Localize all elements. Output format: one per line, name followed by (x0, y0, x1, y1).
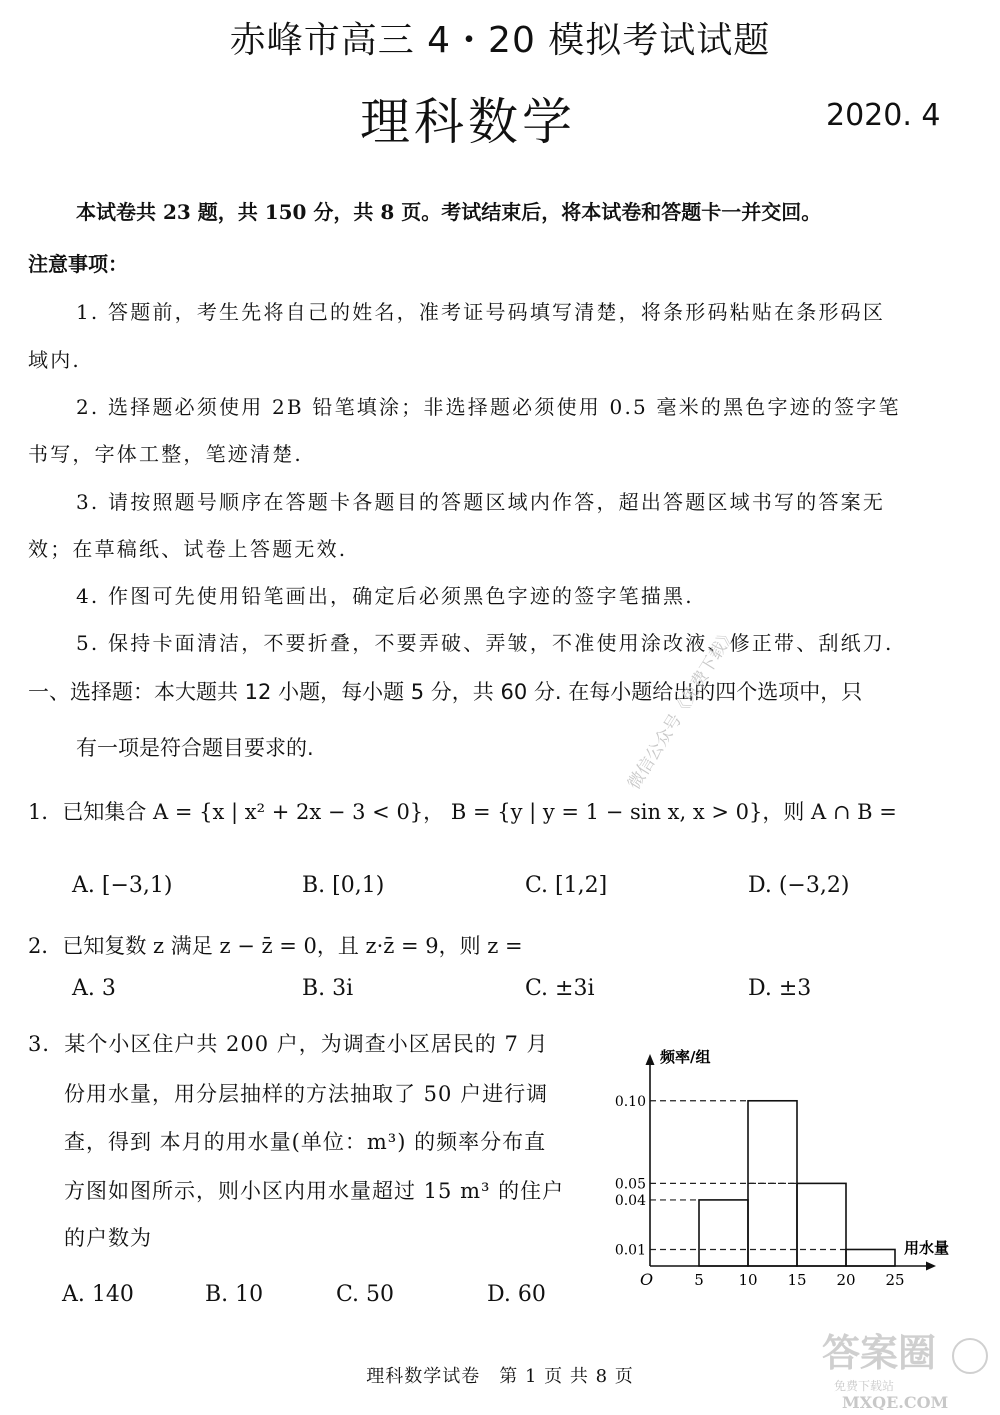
q3-line-5: 的户数为 (64, 1226, 152, 1250)
subject-title: 理科数学 (360, 93, 576, 151)
note-line-3-cont: 效；在草稿纸、试卷上答题无效. (28, 537, 348, 561)
x-tick-label: 25 (885, 1271, 905, 1289)
logo-sub: MXQE.COM (842, 1393, 949, 1410)
histogram-tick-labels (615, 1094, 905, 1289)
q1-option-d: D. (−3,2) (748, 873, 850, 898)
q3-option-d: D. 60 (487, 1282, 546, 1307)
x-tick-label: 15 (787, 1271, 807, 1289)
q1-option-b: B. [0,1) (302, 873, 385, 898)
note-line-5: 5. 保持卡面清洁，不要折叠，不要弄破、弄皱，不准使用涂改液、修正带、刮纸刀. (76, 631, 894, 655)
logo-text: 答案圈 (822, 1330, 937, 1375)
q1-option-a: A. [−3,1) (72, 873, 173, 898)
section-heading: 一、选择题：本大题共 12 小题，每小题 5 分，共 60 分. 在每小题给出的四个选项中，只 (28, 680, 863, 704)
y-tick-label: 0.01 (614, 1242, 646, 1259)
logo-ring-icon (953, 1339, 987, 1373)
histogram-axes (640, 1048, 949, 1289)
x-tick-label: 5 (694, 1271, 704, 1289)
histogram-bar (846, 1249, 895, 1266)
x-tick-label: 20 (836, 1271, 856, 1289)
q3-line-1: 3．某个小区住户共 200 户，为调查小区居民的 7 月 (28, 1032, 549, 1056)
note-line-1: 1. 答题前，考生先将自己的姓名，准考证号码填写清楚，将条形码粘贴在条形码区 (76, 300, 886, 324)
x-axis-arrow (926, 1262, 936, 1271)
q1-option-c: C. [1,2] (525, 873, 608, 898)
section-heading-cont: 有一项是符合题目要求的. (76, 736, 314, 760)
note-line-4: 4. 作图可先使用铅笔画出，确定后必须黑色字迹的签字笔描黑. (76, 584, 694, 608)
note-line-1-cont: 域内. (28, 348, 81, 372)
q2-option-b: B. 3i (302, 976, 354, 1001)
y-axis-label: 频率/组 (660, 1048, 711, 1066)
histogram-bars (699, 1101, 895, 1266)
question-1-stem: 1．已知集合 A = {x | x² + 2x − 3 < 0}， B = {y | y = 1 − sin x, x > 0}，则 A ∩ B = (28, 800, 897, 824)
histogram-bar (699, 1200, 748, 1266)
q3-line-3: 查，得到 本月的用水量(单位：m³) 的频率分布直 (64, 1130, 547, 1154)
histogram-bar (797, 1183, 846, 1266)
q2-option-a: A. 3 (72, 976, 116, 1001)
page-footer: 理科数学试卷 第 1 页 共 8 页 (366, 1366, 634, 1387)
q2-option-c: C. ±3i (525, 976, 595, 1001)
question-2-stem: 2．已知复数 z 满足 z − z̄ = 0，且 z·z̄ = 9，则 z = (28, 934, 523, 958)
intro-text: 本试卷共 23 题，共 150 分，共 8 页。考试结束后，将本试卷和答题卡一并交回。 (76, 200, 822, 224)
q3-option-b: B. 10 (205, 1282, 264, 1307)
q3-option-c: C. 50 (336, 1282, 395, 1307)
y-tick-label: 0.04 (614, 1192, 646, 1209)
note-line-2: 2. 选择题必须使用 2B 铅笔填涂；非选择题必须使用 0.5 毫米的黑色字迹的签字笔 (76, 395, 901, 419)
q3-line-4: 方图如图所示，则小区内用水量超过 15 m³ 的住户 (64, 1179, 565, 1203)
x-axis-label: 用水量 (904, 1239, 950, 1257)
logo-tag: 免费下载站 (834, 1379, 895, 1393)
q3-option-a: A. 140 (62, 1282, 134, 1307)
histogram-chart (590, 1040, 970, 1290)
notes-heading: 注意事项： (28, 252, 128, 276)
q2-option-d: D. ±3 (748, 976, 812, 1001)
x-tick-label: 10 (738, 1271, 758, 1289)
watermark-logo (820, 1318, 990, 1410)
q3-line-2: 份用水量，用分层抽样的方法抽取了 50 户进行调 (64, 1082, 549, 1106)
y-tick-label: 0.05 (614, 1176, 646, 1193)
exam-date: 2020. 4 (826, 98, 941, 133)
origin-label: O (640, 1270, 654, 1289)
note-line-2-cont: 书写，字体工整，笔迹清楚. (28, 442, 303, 466)
y-tick-label: 0.10 (614, 1093, 646, 1110)
y-axis-arrow (646, 1054, 655, 1065)
note-line-3: 3. 请按照题号顺序在答题卡各题目的答题区域内作答，超出答题区域书写的答案无 (76, 490, 886, 514)
exam-title: 赤峰市高三 4・20 模拟考试试题 (229, 20, 771, 61)
watermark-text: 微信公众号《免费下载》 (624, 624, 741, 794)
